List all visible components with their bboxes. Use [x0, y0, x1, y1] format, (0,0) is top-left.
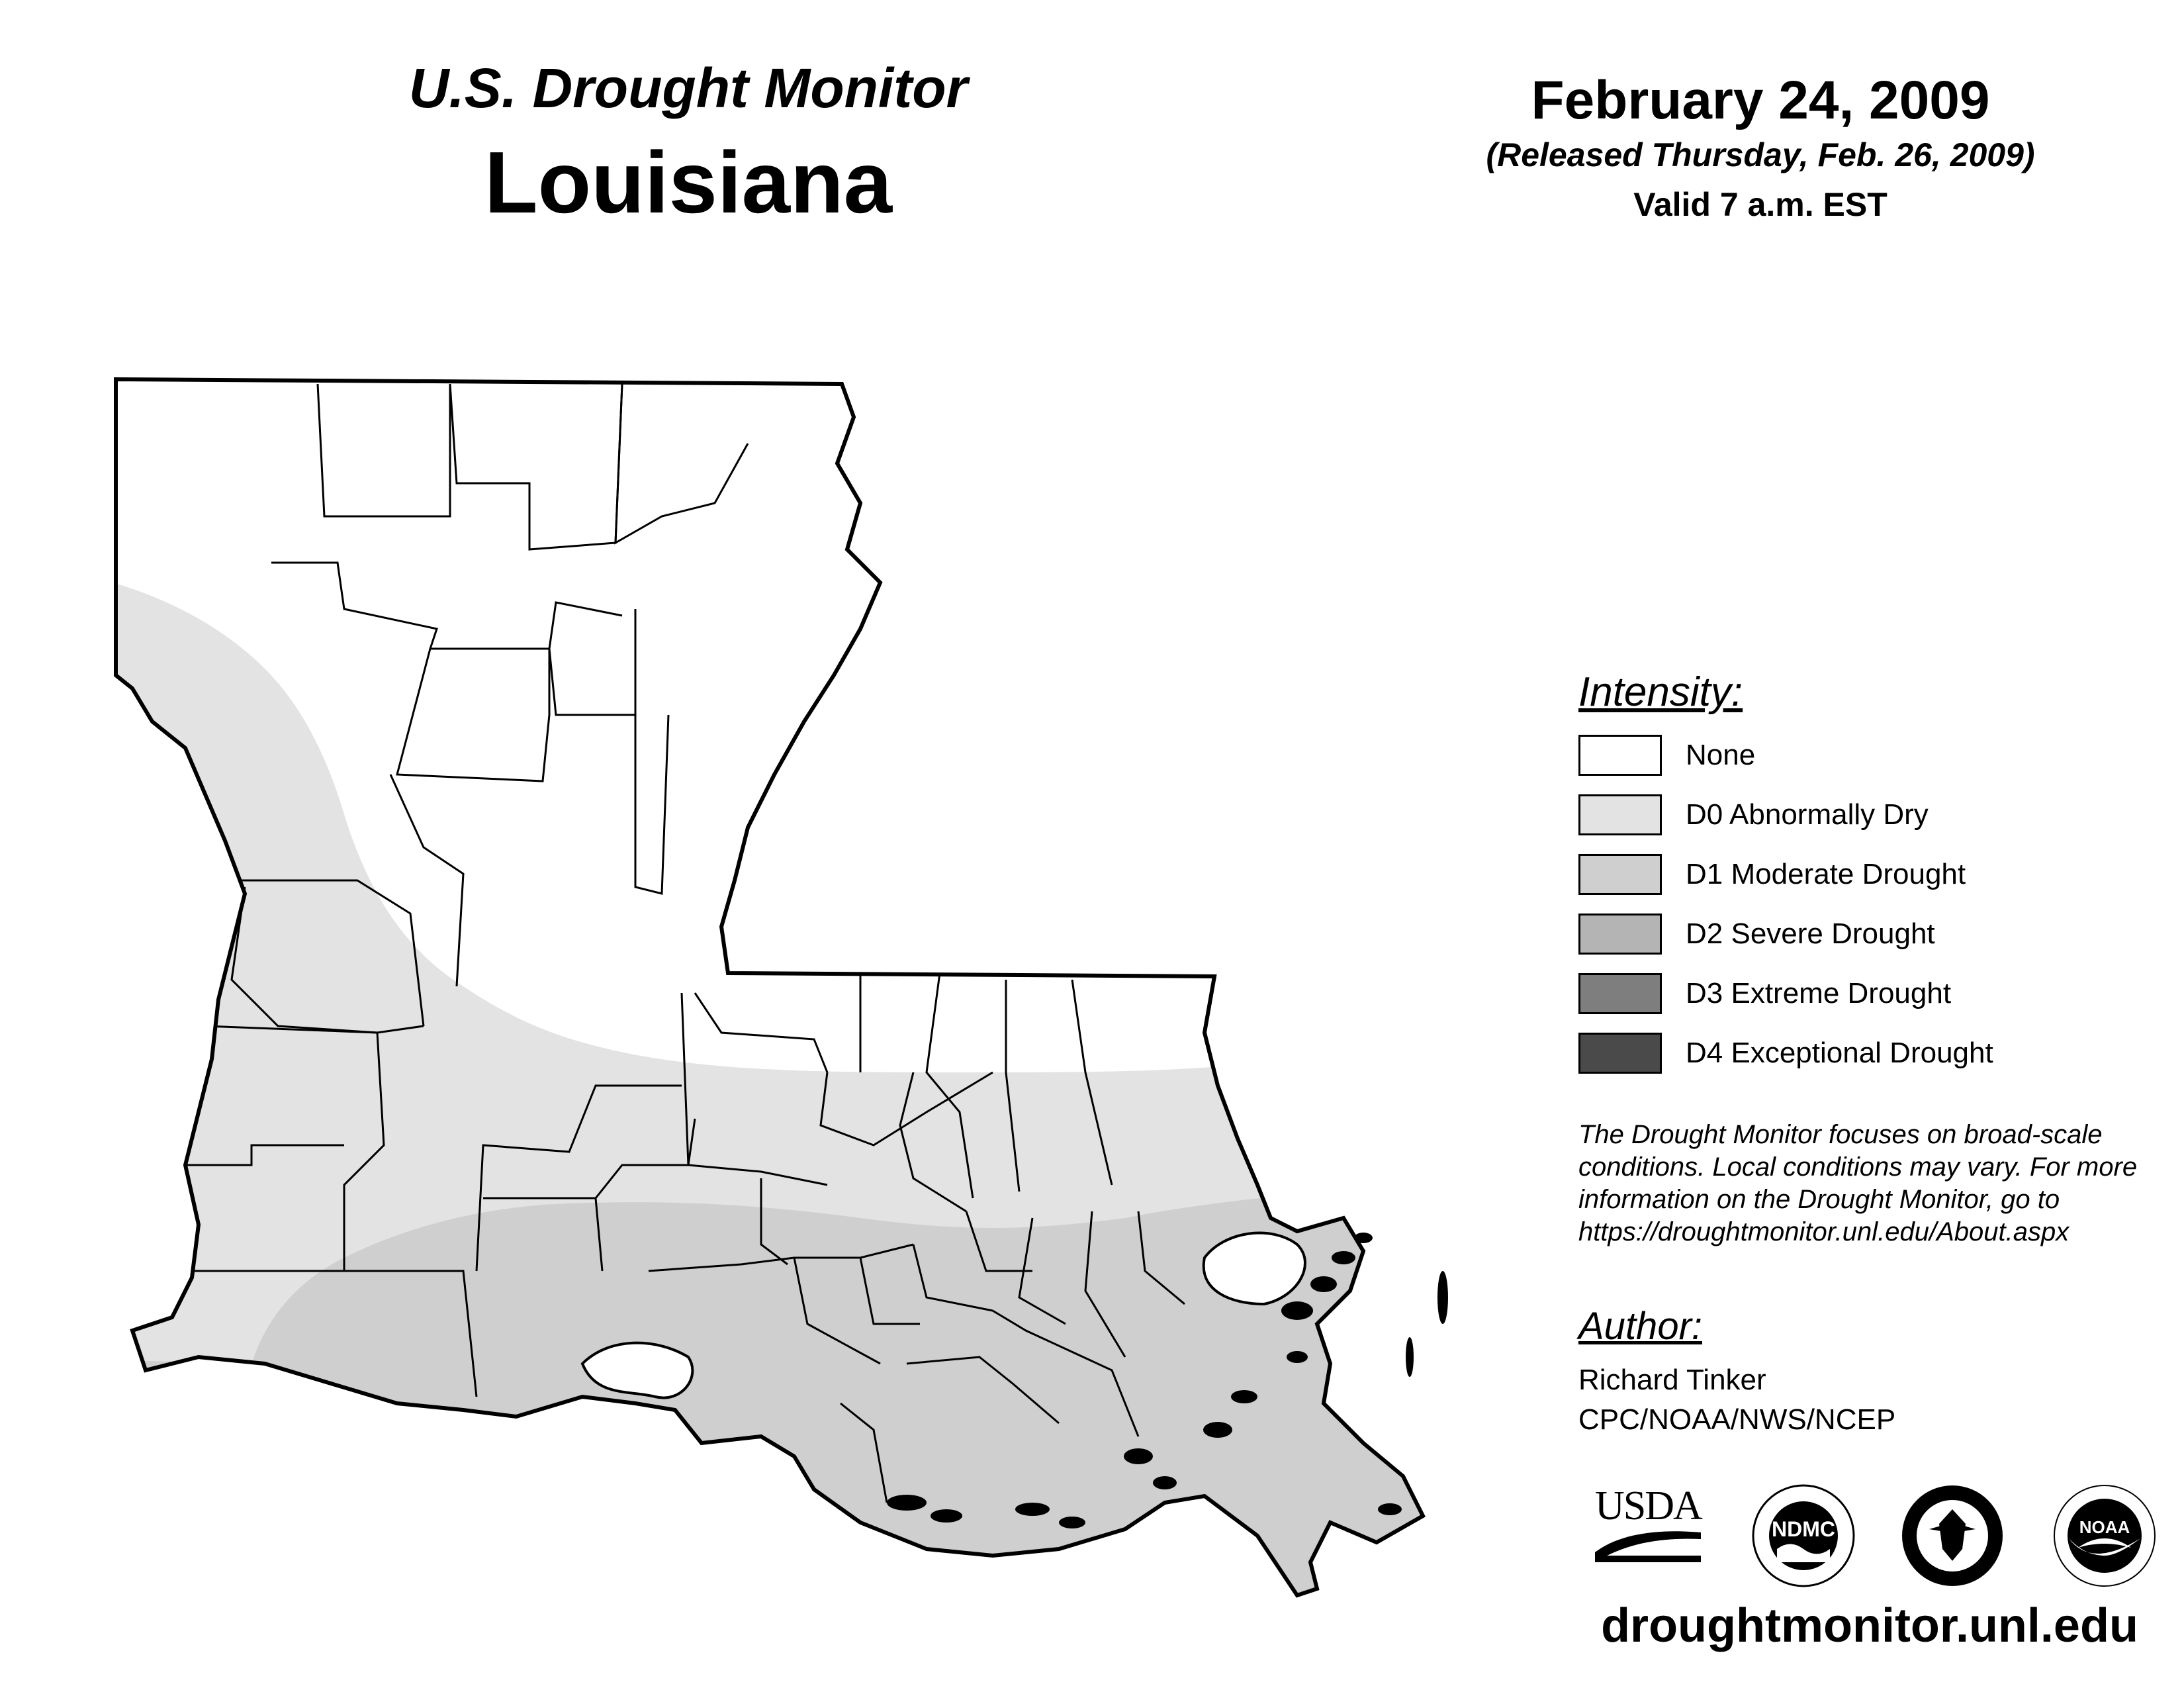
commerce-seal-icon [1899, 1483, 2005, 1589]
legend-swatch [1578, 1033, 1662, 1074]
valid-time: Valid 7 a.m. EST [1633, 186, 1888, 223]
author-heading: Author: [1578, 1305, 1702, 1348]
legend-swatch [1578, 854, 1662, 895]
legend-label: D4 Exceptional Drought [1686, 1037, 1993, 1069]
legend-label: D2 Severe Drought [1686, 917, 1935, 950]
legend-label: D3 Extreme Drought [1686, 977, 1952, 1009]
author-organization: CPC/NOAA/NWS/NCEP [1578, 1403, 1896, 1436]
state-name: Louisiana [484, 134, 893, 231]
website-url[interactable]: droughtmonitor.unl.edu [1601, 1599, 2138, 1652]
legend-label: D1 Moderate Drought [1686, 858, 1966, 890]
legend-item [1578, 794, 2174, 838]
legend-item [1578, 973, 2174, 1017]
release-date: (Released Thursday, Feb. 26, 2009) [1486, 136, 2035, 173]
ndmc-logo-text: NDMC [1772, 1517, 1835, 1541]
legend-item [1578, 735, 2174, 778]
ndmc-logo [1751, 1483, 1856, 1592]
noaa-logo-text: NOAA [2079, 1517, 2130, 1537]
legend-item [1578, 1033, 2174, 1076]
legend-label: None [1686, 739, 1756, 771]
legend-item [1578, 854, 2174, 898]
legend-swatch [1578, 794, 1662, 835]
legend-label: D0 Abnormally Dry [1686, 798, 1929, 831]
usda-logo-text: USDA [1595, 1483, 1702, 1528]
legend-item [1578, 914, 2174, 957]
legend-swatch [1578, 973, 1662, 1014]
map-date: February 24, 2009 [1531, 70, 1990, 130]
disclaimer-text: The Drought Monitor focuses on broad-scale conditions. Local conditions may vary. For more information on the Drought Monitor, go to https://droughtmonitor.unl.edu/About.aspx [1578, 1120, 2138, 1246]
legend-title: Intensity: [1578, 669, 1743, 715]
commerce-seal [1899, 1483, 2005, 1592]
legend-swatch [1578, 735, 1662, 776]
usda-stripes-icon [1595, 1526, 1701, 1562]
legend-swatch [1578, 914, 1662, 955]
lake-pontchartrain [1204, 1233, 1305, 1304]
map-title: U.S. Drought Monitor [408, 57, 968, 119]
usda-logo [1595, 1483, 1707, 1566]
author-name: Richard Tinker [1578, 1364, 1766, 1396]
noaa-logo [2052, 1483, 2158, 1592]
